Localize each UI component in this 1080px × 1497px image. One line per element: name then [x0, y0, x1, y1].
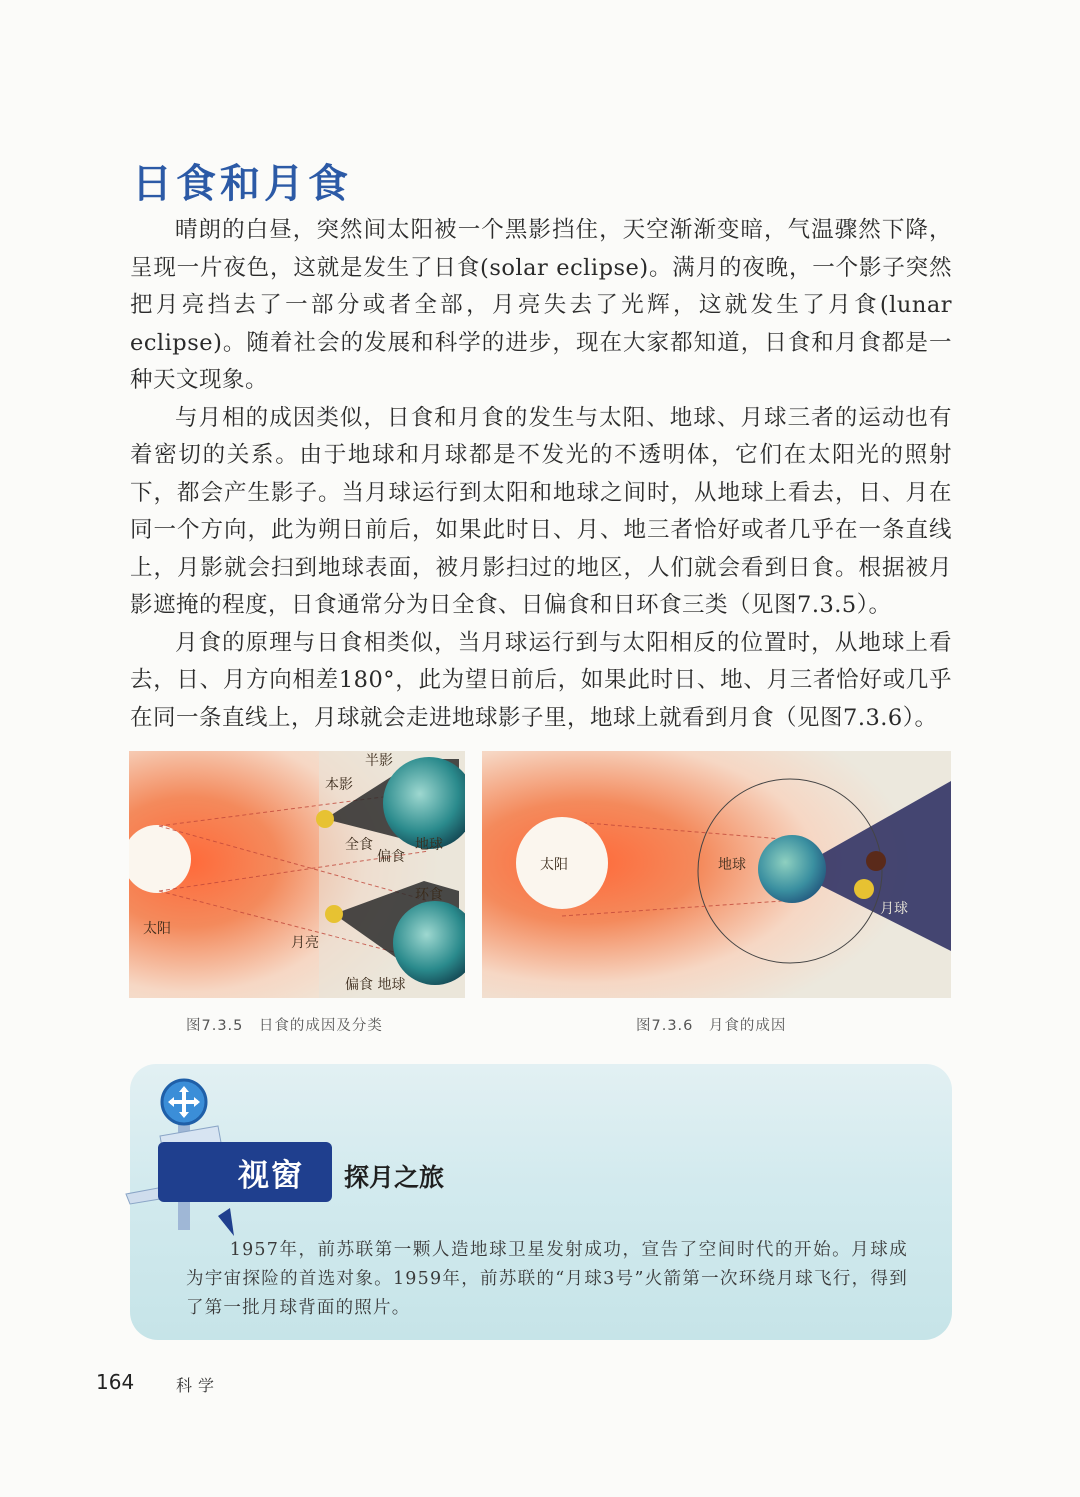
fig1-umbra-label: 本影	[325, 777, 353, 793]
window-text: 1957年，前苏联第一颗人造地球卫星发射成功，宣告了空间时代的开始。月球成为宇宙探险的首选对象。1959年，前苏联的“月球3号”火箭第一次环绕月球飞行，得到了第一批月球背面的照片。	[186, 1240, 908, 1318]
fig1-penumbra-label: 半影	[365, 753, 393, 769]
lunar-eclipse-figure	[482, 751, 951, 998]
fig1-sun-label: 太阳	[143, 921, 171, 937]
fig1-partial-label: 偏食	[377, 849, 405, 865]
fig1-annular-label: 环食	[415, 887, 443, 903]
moon-bottom	[325, 905, 343, 923]
page-title: 日食和月食	[132, 161, 352, 207]
solar-eclipse-figure	[129, 751, 465, 998]
earth-globe	[758, 835, 826, 903]
paragraph: 月食的原理与日食相类似，当月球运行到与太阳相反的位置时，从地球上看去，日、月方向相差180°，此为望日前后，如果此时日、地、月三者恰好或几乎在同一条直线上，月球就会走进地球影子里，地球上就看到月食（见图7.3.6）。	[130, 629, 952, 731]
moon-lit	[854, 879, 874, 899]
window-subtitle: 探月之旅	[344, 1163, 445, 1192]
window-tag-label: 视窗	[238, 1158, 304, 1194]
fig2-moon-label: 月球	[880, 901, 908, 917]
paragraph: 晴朗的白昼，突然间太阳被一个黑影挡住，天空渐渐变暗，气温骤然下降，呈现一片夜色，这就是发生了日食(solar eclipse)。满月的夜晚，一个影子突然把月亮挡去了一部分或者全部，月亮失去了光辉，这就发生了月食(lunar eclipse)。随着社会的发展和科学的进步，现在大家都知道，日食和月食都是一种天文现象。	[130, 217, 952, 393]
moon-eclipsed	[866, 851, 886, 871]
fig1-partial-earth-label: 偏食 地球	[345, 977, 406, 993]
fig1-total-label: 全食	[345, 837, 373, 853]
subject-label: 科学	[176, 1376, 221, 1395]
figure-caption-7-3-5: 图7.3.5 日食的成因及分类	[186, 1018, 383, 1034]
body-text	[130, 212, 952, 737]
fig1-moon-label: 月亮	[291, 935, 319, 951]
fig2-sun-label: 太阳	[540, 857, 568, 873]
fig2-earth-label: 地球	[718, 857, 746, 873]
figure-caption-7-3-6: 图7.3.6 月食的成因	[636, 1018, 787, 1034]
paragraph: 与月相的成因类似，日食和月食的发生与太阳、地球、月球三者的运动也有着密切的关系。由于地球和月球都是不发光的不透明体，它们在太阳光的照射下，都会产生影子。当月球运行到太阳和地球之间时，从地球上看去，日、月在同一个方向，此为朔日前后，如果此时日、月、地三者恰好或者几乎在一条直线上，月影就会扫到地球表面，被月影扫过的地区，人们就会看到日食。根据被月影遮掩的程度，日食通常分为日全食、日偏食和日环食三类（见图7.3.5）。	[130, 404, 952, 618]
page-number: 164	[96, 1370, 135, 1394]
moon-top	[316, 810, 334, 828]
fig1-earth-label: 地球	[415, 837, 443, 853]
